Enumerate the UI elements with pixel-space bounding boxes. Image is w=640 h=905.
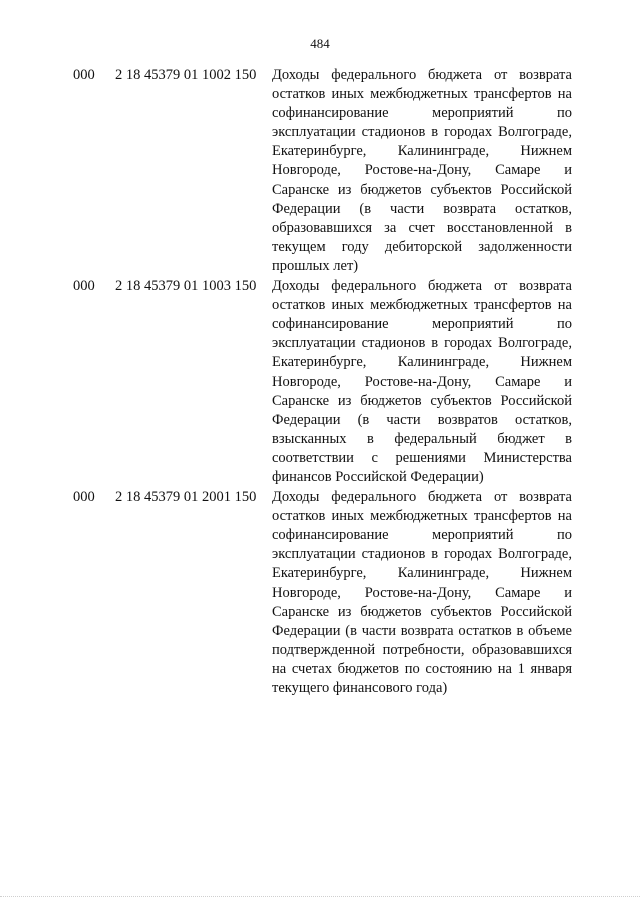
budget-classification-code: 2 18 45379 01 1002 150: [115, 67, 257, 83]
admin-code: 000: [73, 489, 95, 506]
table-row: [0, 66, 640, 276]
code-description: Доходы федерального бюджета от возврата остатков иных межбюджетных трансфертов на софинансирование мероприятий по эксплуатации стадионов в городах Волгограде, Екатеринбурге, Калининграде, Нижнем Новгороде, Ростове-на-Дону, Самаре и Саранске из бюджетов субъектов Российской Федерации (в части возвратов остатков, взысканных в федеральный бюджет в соответствии с решениями Министерства финансов Российской Федерации): [272, 278, 572, 485]
scan-edge: [0, 896, 640, 905]
table-row: [0, 277, 640, 487]
code-description: Доходы федерального бюджета от возврата остатков иных межбюджетных трансфертов на софинансирование мероприятий по эксплуатации стадионов в городах Волгограде, Екатеринбурге, Калининграде, Нижнем Новгороде, Ростове-на-Дону, Самаре и Саранске из бюджетов субъектов Российской Федерации (в части возврата остатков в объеме подтвержденной потребности, образовавшихся на счетах бюджетов по состоянию на 1 января текущего финансового года): [272, 489, 572, 696]
budget-classification-code: 2 18 45379 01 1003 150: [115, 278, 257, 295]
budget-classification-code: 2 18 45379 01 2001 150: [115, 489, 257, 506]
table-row: [0, 488, 640, 698]
admin-code: 000: [73, 278, 95, 295]
code-description: Доходы федерального бюджета от возврата остатков иных межбюджетных трансфертов на софинансирование мероприятий по эксплуатации стадионов в городах Волгограде, Екатеринбурге, Калининграде, Нижнем Новгороде, Ростове-на-Дону, Самаре и Саранске из бюджетов субъектов Российской Федерации (в части возврата остатков, образовавшихся за счет восстановленной в текущем году дебиторской задолженности прошлых лет): [272, 67, 572, 274]
page-number: 484: [310, 36, 330, 51]
budget-codes-table: [0, 66, 640, 699]
admin-code: 000: [73, 67, 95, 83]
